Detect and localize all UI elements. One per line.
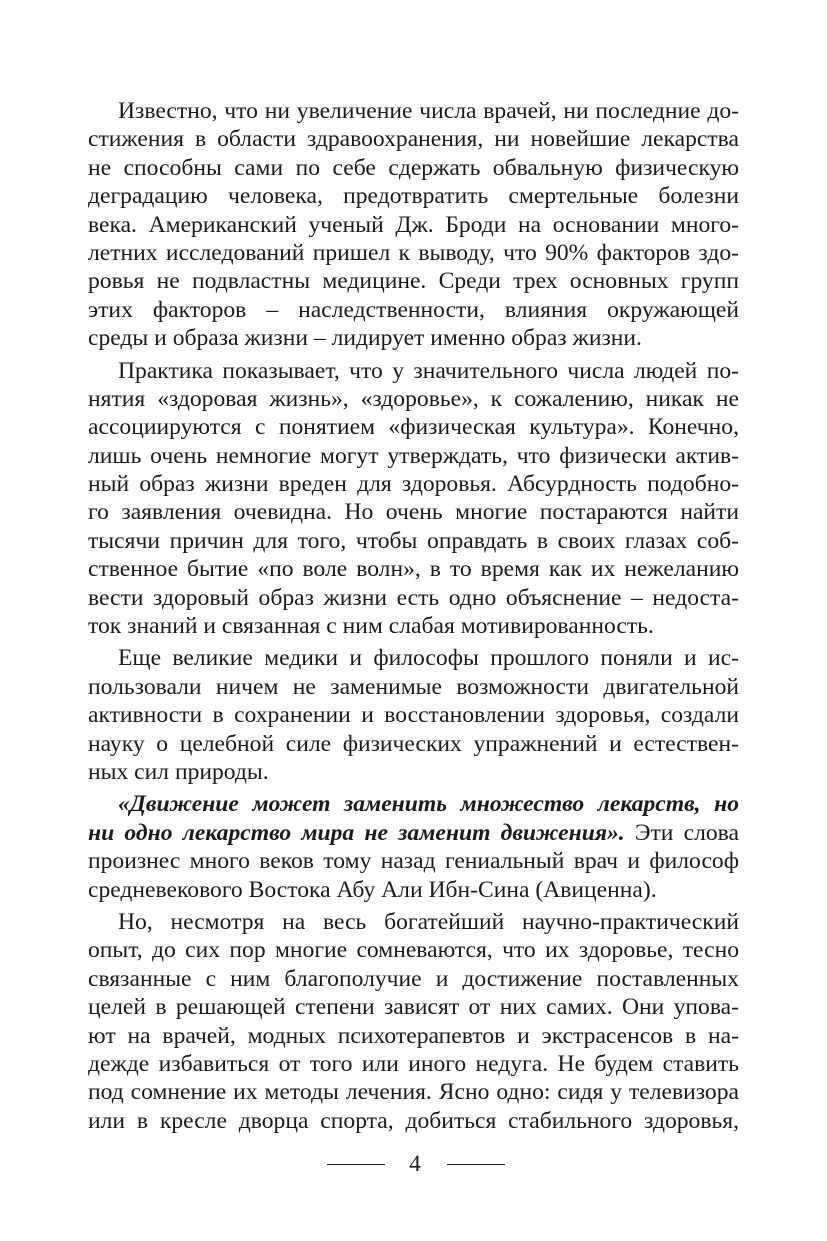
text-line: деградацию человека, предотвратить смертельные болезни <box>88 183 739 210</box>
text-line: ют на врачей, модных психотерапевтов и экстрасенсов в на- <box>88 1022 739 1049</box>
text-line: опыт, до сих пор многие сомневаются, что их здоровье, тесно <box>88 937 739 964</box>
text-line: ный образ жизни вреден для здоровья. Абсурдность подобно- <box>88 471 739 498</box>
text-line: под сомнение их методы лечения. Ясно одно: сидя у телевизора <box>88 1079 739 1106</box>
text-line: произнес много веков тому назад гениальный врач и философ <box>88 848 739 875</box>
paragraph-4-quote <box>88 790 739 904</box>
text-line: Но, несмотря на весь богатейший научно-практический <box>118 908 739 935</box>
paragraph-1 <box>88 97 739 353</box>
paragraph-5 <box>88 908 739 1135</box>
page-footer <box>0 1150 827 1180</box>
quote-emphasis: ни одно лекарство мира не заменит движения». <box>88 819 625 846</box>
paragraph-2 <box>88 357 739 641</box>
text-line: Еще великие медики и философы прошлого поняли и ис- <box>118 645 739 672</box>
text-line: стижения в области здравоохранения, ни новейшие лекарства <box>88 126 739 153</box>
text-line: пользовали ничем не заменимые возможности двигательной <box>88 673 739 700</box>
footer-rule-left <box>327 1164 385 1165</box>
text-line: Практика показывает, что у значительного числа людей по- <box>118 357 739 384</box>
text-line: летних исследований пришел к выводу, что 90% факторов здо- <box>88 239 739 266</box>
text-line: ровья не подвластны медицине. Среди трех основных групп <box>88 268 739 295</box>
text-line: связанные с ним благополучие и достижение поставленных <box>88 965 739 992</box>
text-line: целей в решающей степени зависят от них самих. Они упова- <box>88 994 739 1021</box>
text-line: Известно, что ни увеличение числа врачей, ни последние до- <box>118 98 739 124</box>
text-line: ственное бытие «по воле волн», в то время как их нежеланию <box>88 556 739 583</box>
text-line: науку о целебной силе физических упражнений и естествен- <box>88 730 739 757</box>
footer-rule-right <box>447 1164 505 1165</box>
text-line: вести здоровый образ жизни есть одно объяснение – недоста- <box>88 584 739 611</box>
text-line: ных сил природы. <box>88 758 269 785</box>
page-number: 4 <box>409 1151 421 1176</box>
text-line: не способны сами по себе сдержать обвальную физическую <box>88 154 739 181</box>
text-line: среды и образа жизни – лидирует именно образ жизни. <box>88 325 642 352</box>
text-line: активности в сохранении и восстановлении здоровья, создали <box>88 702 739 729</box>
text-line: нятия «здоровая жизнь», «здоровье», к сожалению, никак не <box>88 385 739 412</box>
text-line: дежде избавиться от того или иного недуга. Не будем ставить <box>88 1050 739 1077</box>
quote-line: «Движение может заменить множество лекарств, но <box>118 791 739 818</box>
text-line: го заявления очевидна. Но очень многие постараются найти <box>88 499 739 526</box>
paragraph-3 <box>88 644 739 786</box>
text-line: ассоциируются с понятием «физическая культура». Конечно, <box>88 414 739 441</box>
text-line: или в кресле дворца спорта, добиться стабильного здоровья, <box>88 1107 739 1134</box>
text-line <box>88 819 739 847</box>
text-line: ток знаний и связанная с ним слабая мотивированность. <box>88 613 654 640</box>
page-body <box>88 97 739 1135</box>
text-line: века. Американский ученый Дж. Броди на основании много- <box>88 211 739 238</box>
text-line: тысячи причин для того, чтобы оправдать в своих глазах соб- <box>88 527 739 554</box>
text-line: средневекового Востока Абу Али Ибн-Сина (Авиценна). <box>88 876 657 903</box>
text-line: лишь очень немногие могут утверждать, что физически актив- <box>88 442 739 469</box>
text-line: этих факторов – наследственности, влияния окружающей <box>88 296 739 323</box>
quote-continuation: Эти слова <box>624 819 739 846</box>
